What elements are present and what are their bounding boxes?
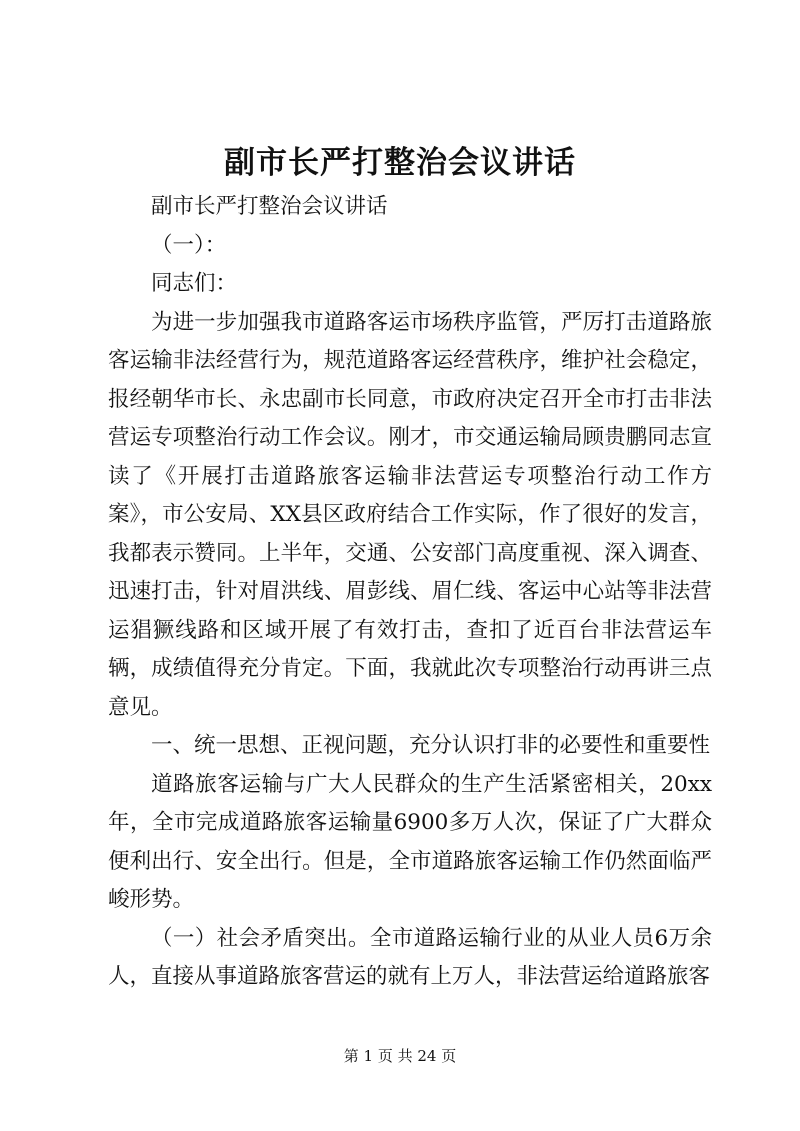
document-body xyxy=(108,188,712,997)
page-number-footer: 第 1 页 共 24 页 xyxy=(343,1047,457,1065)
paragraph-heading-one: 一、统一思想、正视问题，充分认识打非的必要性和重要性 xyxy=(151,733,711,758)
paragraph-subtitle: 副市长严打整治会议讲话 xyxy=(151,194,388,219)
paragraph-transport-overview: 道路旅客运输与广大人民群众的生产生活紧密相关，20xx年，全市完成道路旅客运输量6900多万人次，保证了广大群众便利出行、安全出行。但是，全市道路旅客运输工作仍然面临严峻形势。 xyxy=(108,771,712,912)
paragraph-intro: 为进一步加强我市道路客运市场秩序监管，严厉打击道路旅客运输非法经营行为，规范道路客运经营秩序，维护社会稳定，报经朝华市长、永忠副市长同意，市政府决定召开全市打击非法营运专项整治行动工作会议。刚才，市交通运输局顾贵鹏同志宣读了《开展打击道路旅客运输非法营运专项整治行动工作方案》，市公安局、XX县区政府结合工作实际，作了很好的发言，我都表示赞同。上半年，交通、公安部门高度重视、深入调查、迅速打击，针对眉洪线、眉彭线、眉仁线、客运中心站等非法营运猖獗线路和区域开展了有效打击，查扣了近百台非法营运车辆，成绩值得充分肯定。下面，我就此次专项整治行动再讲三点意见。 xyxy=(108,309,712,720)
paragraph-social-conflict: （一）社会矛盾突出。全市道路运输行业的从业人员6万余人，直接从事道路旅客营运的就有上万人，非法营运给道路旅客 xyxy=(108,925,712,989)
paragraph-section-number: （一）： xyxy=(151,232,227,258)
document-title: 副市长严打整治会议讲话 xyxy=(224,145,576,181)
paragraph-salutation: 同志们： xyxy=(151,271,238,296)
